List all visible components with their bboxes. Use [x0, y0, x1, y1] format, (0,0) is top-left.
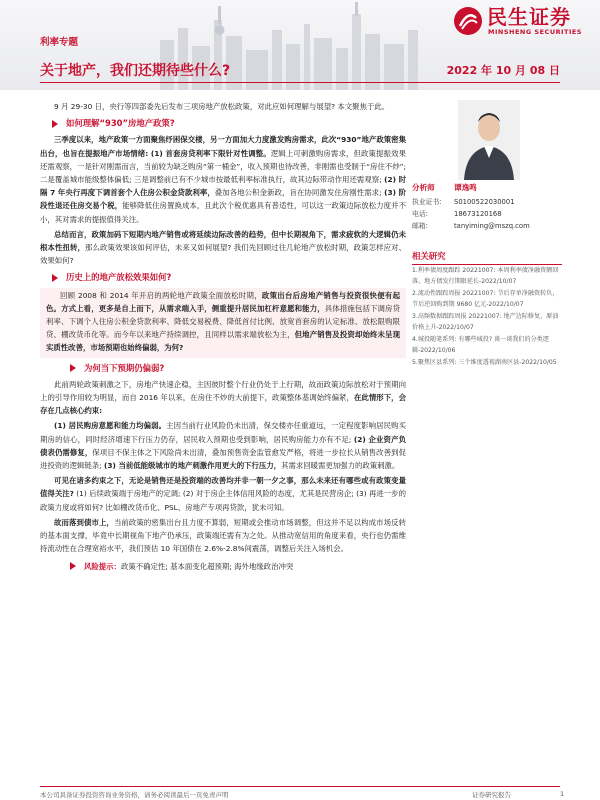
section-heading-2: 历史上的地产放松效果如何?: [40, 271, 406, 284]
intro-paragraph: 9 月 29-30 日，央行等四部委先后发布三项房地产放松政策，对此应如何理解与展望? 本文聚焦于此。: [54, 102, 390, 111]
list-item[interactable]: 1.利率债周度跟踪 20221007: 本周利率债净融资额回落，地方债发行期限延长-2022/10/07: [412, 267, 559, 285]
email-link[interactable]: tanyiming@mszq.com: [454, 222, 530, 230]
triangle-marker-icon: [52, 274, 58, 282]
paragraph: 此前两轮政策刺激之下，房地产快速企稳，主因彼时整个行业仍处于上行期，故而政策边际放松对于预期向上的引导作用较为明显，而自 2016 年以来，在房住不炒的大前提下，政策整体基调始终偏紧，在此情形下，会存在几点核心约束:: [40, 379, 406, 416]
page-title: 关于地产，我们还期待些什么?: [40, 63, 231, 79]
related-research-list: [412, 266, 562, 371]
related-research-title: 相关研究: [412, 250, 562, 265]
paragraph: 回顾 2008 和 2014 年开启的两轮地产政策全面放松时期，政策出台后房地产销售与投资很快便有起色。方式上看，更多是自上而下，从需求端入手，侧重提升居民加杠杆意愿和能力，具体措施包括下调房贷利率、下调个人住房公积金贷款利率、降低交易税费、降低首付比例、放宽首套房的认定标准、放松限购限贷、棚改货币化等。而今年以来地产持续调控，且同样以需求端放松为主，但地产销售及投资却始终未呈现实质性改善，市场预期也始终偏弱，为何?: [46, 290, 400, 353]
paragraph: 故而落到债市上，当前政策的密集出台且力度不算弱，短期或会推动市场调整，但这并不足以构成市场反转的基本面支撑，毕竟中长期视角下地产仍承压，政策端还需有为之处。从推动宽信用的角度来看，央行也仍需维持流动性在合理宽裕水平，我们预估 10 年国债在 2.6%-2.8%间震荡，调整后关注入场机会。: [40, 517, 406, 554]
analyst-name: 谭逸鸣: [454, 183, 477, 192]
highlight-box: [40, 288, 406, 358]
footer-divider: [40, 786, 560, 787]
list-item[interactable]: 3.高频数据跟踪周报 20221007: 地产边际修复，原油价格上升-2022/10/07: [412, 313, 559, 331]
triangle-marker-icon: [52, 120, 58, 128]
page-number: 1: [560, 790, 565, 798]
logo-mark-icon: [453, 6, 483, 36]
analyst-row: [412, 182, 562, 193]
info-row: 邮箱: tanyiming@mszq.com: [412, 222, 530, 230]
info-row: 电话: 18673120168: [412, 210, 502, 218]
logo-english-text: MINSHENG SECURITIES: [488, 28, 582, 36]
report-date: 2022 年 10 月 08 日: [446, 64, 560, 77]
triangle-marker-icon: [70, 562, 76, 570]
main-content: [40, 100, 406, 573]
paragraph: 总结而言，政策加码下短期内地产销售或将延续边际改善的趋势，但中长期视角下，需求疲软的大逻辑仍未根本性扭转，那么政策效果该如何评估，未来又如何展望? 我们先回顾过往几轮地产放松时期，政策怎样应对、效果如何?: [40, 229, 406, 266]
person-icon: [458, 100, 520, 180]
analyst-info: [412, 196, 562, 232]
report-type: 证券研究报告: [472, 791, 511, 799]
risk-warning: 风险提示： 政策不确定性; 基本面变化超预期; 海外地缘政治冲突: [40, 560, 406, 573]
header-divider: [40, 82, 560, 83]
minsheng-logo: [453, 6, 582, 36]
paragraph: 三季度以来，地产政策一方面聚焦纾困保交楼，另一方面加大力度激发购房需求，此次“930”地产政策密集出台，也旨在提振地产市场情绪: (1) 首套房贷利率下限针对性调整。逻辑上可刺激购房需求，但政策提振效果还需观察，一是针对刚需而言，当前较为缺乏购房“第一桶金”，收入预期也待改善，非刚需也受制于“房住不炒”; 二是覆盖城市能级整体偏低; 三是调整前已有不少城市按最低利率标准执行，故其边际带动作用还需观察; (2) 时隔 7 年央行再度下调首套个人住房公积金贷款利率，叠加各地公积金新政，旨在协同激发住房刚性需求; (3) 阶段性退还住房交易个税，能够降低住房置换成本，且此次个税优惠具有普适性，可以这一政策边际放松力度并不小，其对需求的提振值得关注。: [40, 135, 407, 224]
paragraph: 可见在诸多约束之下，无论是销售还是投资端的改善均并非一朝一夕之事，那么未来还有哪些或有政策变量值得关注? (1) 后续政策端于房地产的定调; (2) 对于房企主体信用风险的态度，尤其是民营房企; (3) 再进一步的政策力度或将如何? 比如棚改货币化、PSL、房地产专项再贷款，犹未可知。: [40, 476, 406, 512]
analyst-label: 分析师: [412, 183, 435, 192]
info-row: 执业证书: S0100522030001: [412, 198, 515, 206]
disclaimer-note: 本公司具备证券投资咨询业务资格，请务必阅读最后一页免责声明: [40, 791, 229, 799]
section-heading-1: 如何理解“930”房地产政策?: [40, 117, 406, 130]
section-heading-3: 为何当下预期仍偏弱?: [40, 362, 406, 375]
report-subject: 利率专题: [40, 37, 79, 48]
logo-chinese-text: 民生证券: [487, 5, 571, 29]
paragraph: (1) 居民购房意愿和能力均偏弱。主因当前行业风险仍未出清，保交楼亦任重道远，一定程度影响居民购买期房的信心，同时经济增速下行压力仍存，居民收入预期也受到影响，居民购房能力亦有不足; (2) 企业资产负债表仍需修复，保项目不保主体之下风险尚未出清，叠加预售资金监管愈发严格，将进一步拉长从销售改善到促进投资的逻辑链条; (3) 当前低能级城市的地产刺激作用更大的下行压力，其需求回暖需更加强力的政策刺激。: [40, 421, 406, 471]
list-item[interactable]: 5.聚焦区县系列: 三个维度透视湖南区县-2022/10/05: [412, 359, 557, 366]
header-banner: [0, 0, 600, 90]
list-item[interactable]: 4.城投随笔系列: 有哪些城投? 谈一谈我们的分类逻辑-2022/10/06: [412, 336, 549, 354]
triangle-marker-icon: [70, 364, 76, 372]
analyst-photo: [458, 100, 520, 180]
list-item[interactable]: 2.流动性跟踪周报 20221007: 节后存单净融资转负，节后逆回购到期 9680 亿元-2022/10/07: [412, 290, 559, 308]
